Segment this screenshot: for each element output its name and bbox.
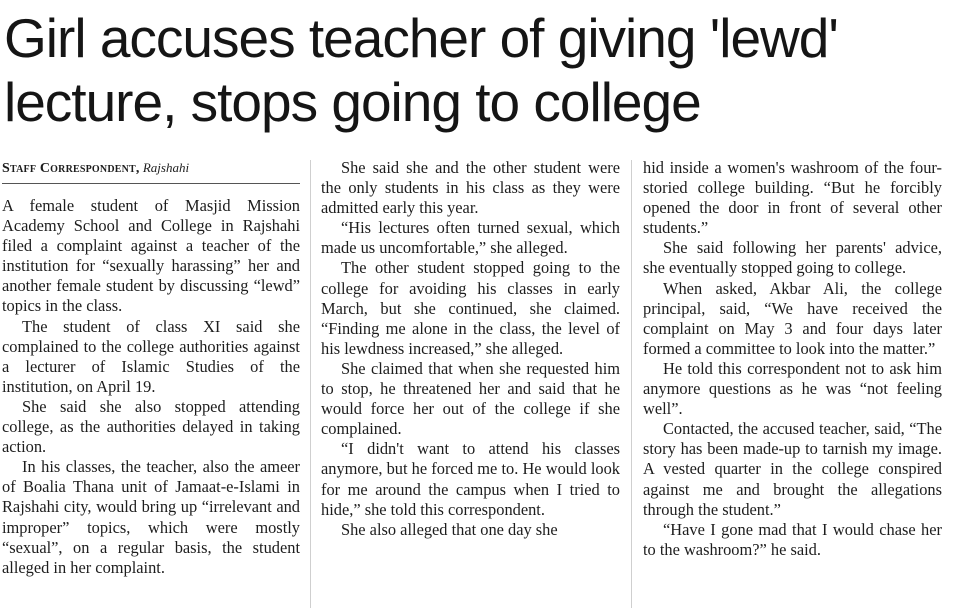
- article-paragraph: In his classes, the teacher, also the ameer of Boalia Thana unit of Jamaat-e-Islami in Rajshahi city, would bring up “irrelevant and improper” topics, which were mostly “sexual”, on a regular basis, the student alleged in her complaint.: [2, 457, 300, 577]
- byline-location: Rajshahi: [142, 160, 190, 175]
- article-paragraph: The other student stopped going to the college for avoiding his classes in early March, but she continued, she claimed. “Finding me alone in the class, the level of his lewdness increased,” she alleged.: [321, 258, 620, 358]
- article-paragraph: Contacted, the accused teacher, said, “The story has been made-up to tarnish my image. A vested quarter in the college conspired against me and brought the allegations through the student.”: [643, 419, 942, 519]
- headline-line-1: Girl accuses teacher of giving 'lewd': [4, 7, 838, 69]
- article-paragraph: “I didn't want to attend his classes anymore, but he forced me to. He would look for me around the campus when I tried to hide,” she told this correspondent.: [321, 439, 620, 519]
- article-column-2: [321, 158, 620, 540]
- byline-author: Staff Correspondent,: [2, 161, 140, 176]
- article-paragraph: When asked, Akbar Ali, the college principal, said, “We have received the complaint on May 3 and four days later formed a committee to look into the matter.”: [643, 278, 942, 358]
- article-column-1: [2, 158, 300, 578]
- article-paragraph: She said she and the other student were the only students in his class as they were admitted early this year.: [321, 158, 620, 218]
- article-paragraph: The student of class XI said she complained to the college authorities against a lecturer of Islamic Studies of the institution, on April 19.: [2, 316, 300, 396]
- headline: [4, 6, 950, 134]
- article-paragraph: She said she also stopped attending college, as the authorities delayed in taking action.: [2, 396, 300, 457]
- byline: [2, 158, 300, 184]
- article-paragraph: “Have I gone mad that I would chase her to the washroom?” he said.: [643, 519, 942, 559]
- article-paragraph: A female student of Masjid Mission Academy School and College in Rajshahi filed a complaint against a teacher of the institution for “sexually harassing” her and another female student by discussing “lewd” topics in the class.: [2, 196, 300, 316]
- article-paragraph: She claimed that when she requested him to stop, he threatened her and said that he would force her out of the college if she complained.: [321, 358, 620, 439]
- article-column-3: [643, 158, 942, 560]
- article-paragraph-continued: hid inside a women's washroom of the four-storied college building. “But he forcibly opened the door in front of several other students.”: [643, 158, 942, 238]
- column-divider: [310, 160, 311, 608]
- article-paragraph: “His lectures often turned sexual, which made us uncomfortable,” she alleged.: [321, 218, 620, 258]
- column-divider: [631, 160, 632, 608]
- article-paragraph: She said following her parents' advice, she eventually stopped going to college.: [643, 238, 942, 278]
- article-paragraph: She also alleged that one day she: [341, 519, 558, 539]
- article-paragraph: He told this correspondent not to ask him anymore questions as he was “not feeling well”.: [643, 358, 942, 419]
- headline-line-2: lecture, stops going to college: [4, 71, 701, 133]
